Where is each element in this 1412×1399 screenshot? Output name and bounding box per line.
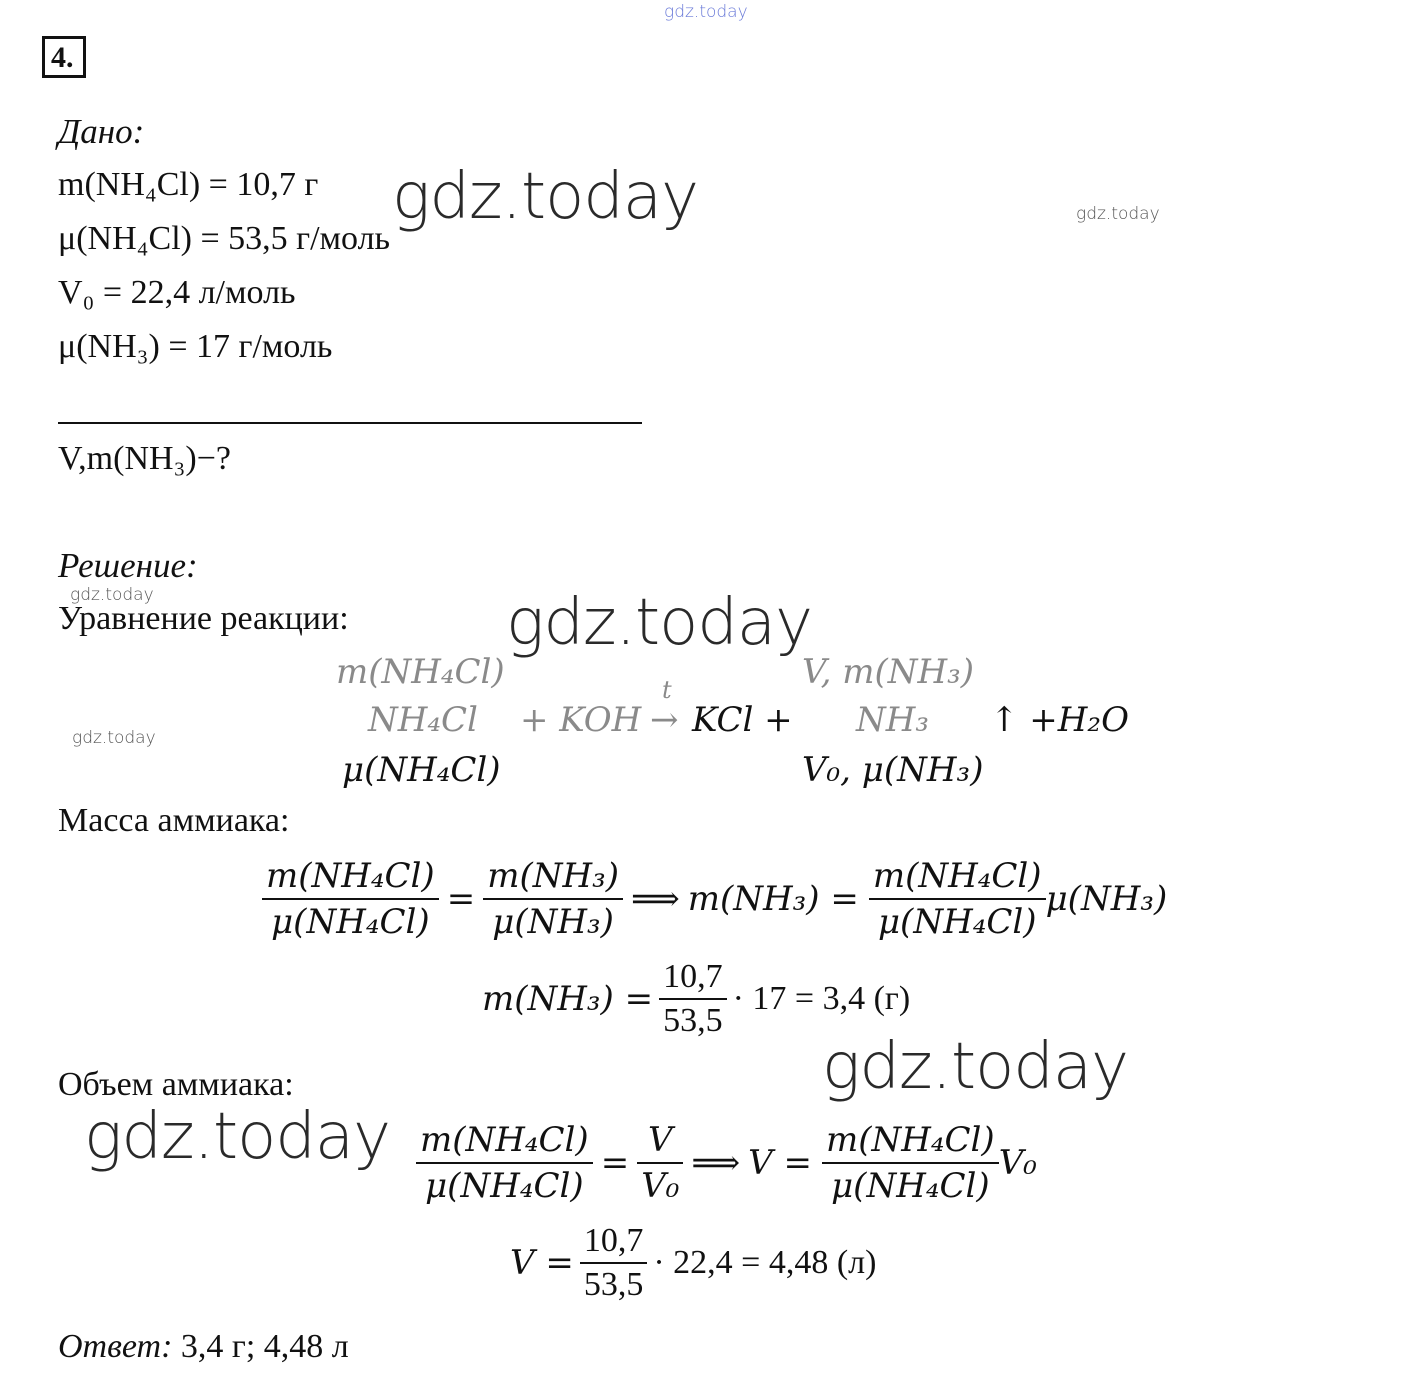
mass-label: Масса аммиака: [58, 802, 290, 839]
volume-frac-3: $\frac{\text{m(NH₄Cl)}}{\text{μ(NH₄Cl)}}$ [822, 1120, 999, 1206]
watermark-large-1: gdz.today [392, 160, 698, 234]
reaction-products-mid: KCl + [692, 700, 793, 740]
reaction-arrow: → [650, 700, 679, 740]
given-divider [58, 422, 642, 424]
given-molar-volume: V₀ = 22,4 л/моль [58, 274, 296, 311]
volume-label: Объем аммиака: [58, 1066, 294, 1103]
mass-frac-2: $\frac{\text{m(NH₃)}}{\text{μ(NH₃)}}$ [483, 856, 623, 942]
reaction-above-right: V, m(NH₃) [802, 652, 975, 692]
watermark-small-1: gdz.today [1076, 204, 1160, 224]
watermark-large-3: gdz.today [822, 1030, 1128, 1104]
solution-heading: Решение: [58, 546, 198, 585]
reaction-above-left: m(NH₄Cl) [336, 652, 505, 692]
volume-frac-1: $\frac{\text{m(NH₄Cl)}}{\text{μ(NH₄Cl)}}$ [416, 1120, 593, 1206]
volume-calculation: V = $\frac{10,7}{53,5}$ · 22,4 = 4,48 (л) [510, 1222, 877, 1303]
watermark-large-2: gdz.today [506, 586, 812, 660]
reaction-below-left: μ(NH₄Cl) [342, 750, 501, 790]
given-mass-nh4cl: m(NH₄Cl) = 10,7 г [58, 166, 319, 203]
reaction-below-right: V₀, μ(NH₃) [802, 750, 984, 790]
watermark-small-2: gdz.today [70, 585, 154, 605]
given-molar-mass-nh3: μ(NH₃) = 17 г/моль [58, 328, 333, 365]
reaction-plus-koh: + KOH [520, 700, 642, 740]
reaction-label: Уравнение реакции: [58, 600, 349, 637]
reaction-reactant: NH₄Cl [368, 700, 478, 740]
find-line: V,m(NH₃)−? [58, 440, 231, 477]
watermark-top: gdz.today [664, 2, 748, 22]
given-molar-mass-nh4cl: μ(NH₄Cl) = 53,5 г/моль [58, 220, 391, 257]
mass-formula: $\frac{\text{m(NH₄Cl)}}{\text{μ(NH₄Cl)}}$ = $\frac{\text{m(NH₃)}}{\text{μ(NH₃)}}$ ⟹ m(NH₃) = $\frac{\text{m(NH₄Cl)}}{\text{μ(NH₄Cl)}}$ μ(NH₃) [262, 856, 1167, 942]
mass-frac-1: $\frac{\text{m(NH₄Cl)}}{\text{μ(NH₄Cl)}}$ [262, 856, 439, 942]
mass-calculation: m(NH₃) = $\frac{10,7}{53,5}$ · 17 = 3,4 (г) [482, 958, 911, 1039]
reaction-gas-water: ↑ +H₂O [990, 700, 1129, 740]
task-number: 4. [42, 36, 86, 78]
answer-value: 3,4 г; 4,48 л [180, 1328, 349, 1365]
watermark-small-3: gdz.today [72, 728, 156, 748]
watermark-large-4: gdz.today [84, 1100, 390, 1174]
reaction-product: NH₃ [856, 700, 930, 740]
volume-frac-2: $\frac{V}{\text{V₀}}$ [637, 1120, 683, 1206]
given-heading: Дано: [58, 112, 145, 151]
reaction-condition: t [662, 676, 672, 704]
volume-formula: $\frac{\text{m(NH₄Cl)}}{\text{μ(NH₄Cl)}}$ = $\frac{V}{\text{V₀}}$ ⟹ V = $\frac{\text{m(NH₄Cl)}}{\text{μ(NH₄Cl)}}$ V₀ [416, 1120, 1037, 1206]
mass-frac-3: $\frac{\text{m(NH₄Cl)}}{\text{μ(NH₄Cl)}}$ [869, 856, 1046, 942]
answer-line [58, 1328, 349, 1366]
answer-label: Ответ: [58, 1328, 173, 1365]
